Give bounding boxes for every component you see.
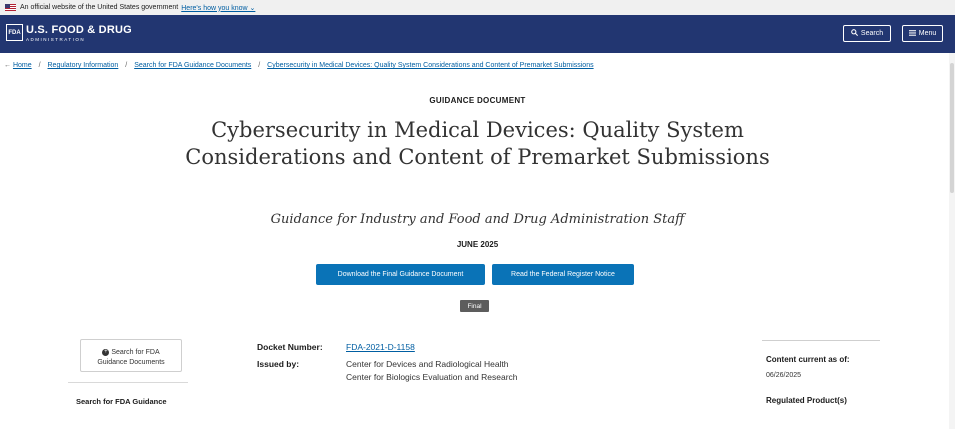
page-scrollbar[interactable] — [949, 53, 955, 429]
publication-date: JUNE 2025 — [456, 240, 499, 249]
menu-button-label: Menu — [918, 30, 937, 37]
page-title: Cybersecurity in Medical Devices: Quality System Considerations and Content of Premarket Submissions — [185, 118, 770, 169]
sidebar-search-heading: Search for FDA Guidance — [76, 397, 167, 406]
breadcrumb-separator: / — [125, 62, 128, 69]
breadcrumb-guidance-search[interactable]: Search for FDA Guidance Documents — [134, 62, 252, 69]
gov-banner — [0, 0, 955, 15]
content-current-date: 06/26/2025 — [766, 372, 802, 379]
docket-number-label: Docket Number: — [257, 342, 323, 352]
document-type-kicker: GUIDANCE DOCUMENT — [429, 96, 526, 105]
logo-name[interactable]: U.S. FOOD & DRUG — [26, 24, 132, 36]
right-panel-divider — [762, 340, 880, 341]
search-button-label: Search — [860, 30, 884, 37]
sidebar-divider — [68, 382, 188, 383]
scrollbar-thumb[interactable] — [950, 63, 954, 193]
us-flag-icon — [5, 4, 16, 11]
logo-subtitle: ADMINISTRATION — [26, 37, 86, 42]
download-guidance-button[interactable]: Download the Final Guidance Document — [316, 264, 485, 285]
status-badge: Final — [460, 300, 489, 312]
issued-by-label: Issued by: — [257, 359, 300, 369]
issuer-cdrh: Center for Devices and Radiological Health — [346, 359, 509, 369]
breadcrumb — [4, 62, 594, 69]
issuer-cber: Center for Biologics Evaluation and Research — [346, 372, 518, 382]
hamburger-icon — [909, 30, 916, 38]
breadcrumb-current-page[interactable]: Cybersecurity in Medical Devices: Quality System Considerations and Content of Premarket Submissions — [267, 62, 594, 69]
federal-register-button[interactable]: Read the Federal Register Notice — [492, 264, 634, 285]
page-subtitle: Guidance for Industry and Food and Drug Administration Staff — [270, 212, 685, 227]
docket-number-link[interactable]: FDA-2021-D-1158 — [346, 342, 415, 352]
magnifier-icon — [851, 29, 858, 38]
content-current-label: Content current as of: — [766, 355, 850, 364]
sidebar-search-guidance-button[interactable] — [80, 339, 182, 372]
regulated-products-label: Regulated Product(s) — [766, 396, 847, 405]
header-search-button[interactable] — [843, 25, 891, 42]
header-menu-button[interactable] — [902, 25, 943, 42]
breadcrumb-separator: / — [258, 62, 261, 69]
site-header — [0, 15, 955, 53]
gov-banner-text: An official website of the United States government — [20, 4, 179, 11]
heres-how-you-know-link[interactable]: Here's how you know ⌄ — [181, 4, 256, 12]
sidebar-search-button-label: Search for FDA Guidance Documents — [97, 349, 165, 366]
plus-circle-icon: + — [104, 348, 108, 355]
fda-logo-icon[interactable]: FDA — [6, 24, 23, 41]
breadcrumb-home[interactable]: Home — [12, 62, 32, 69]
breadcrumb-regulatory-information[interactable]: Regulatory Information — [47, 62, 119, 69]
breadcrumb-separator: / — [38, 62, 41, 69]
back-arrow-icon: ← — [4, 62, 11, 69]
